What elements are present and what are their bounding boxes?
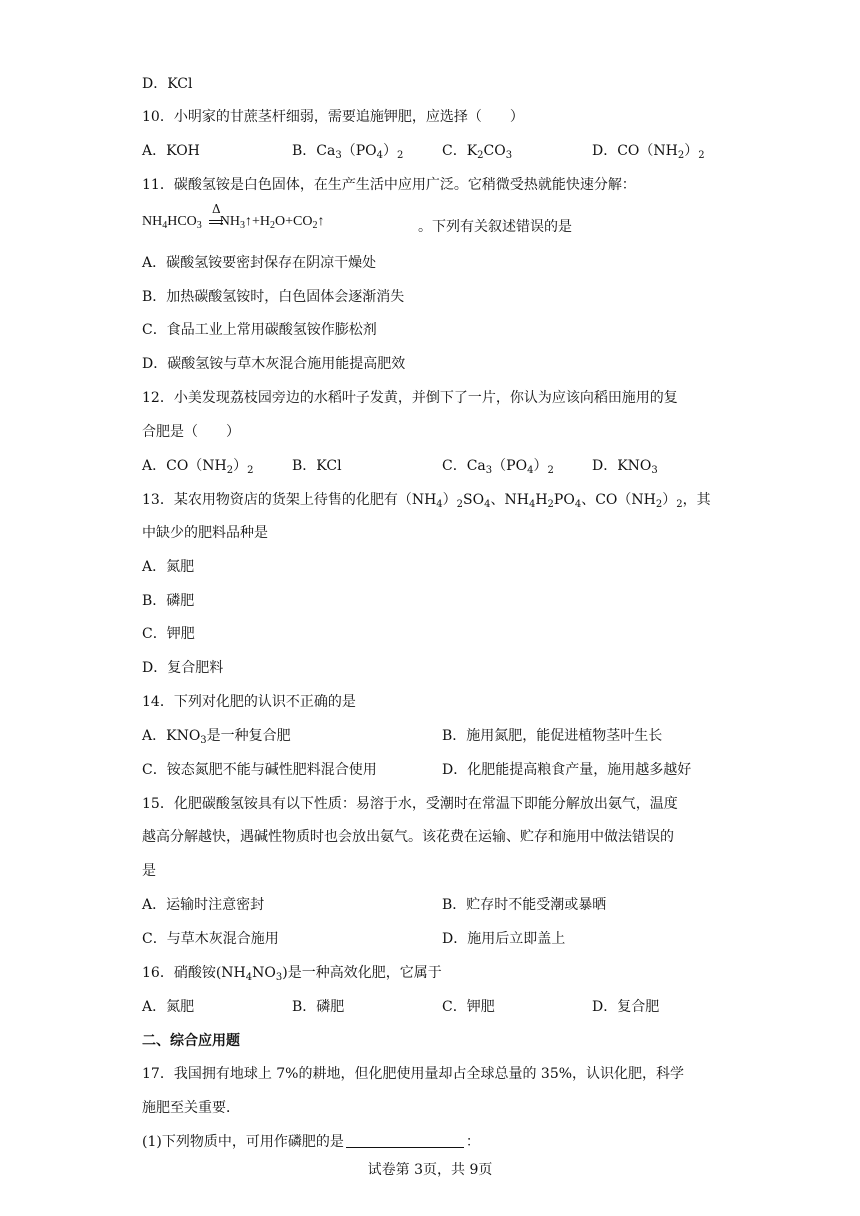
q15-option-d: D．施用后立即盖上 — [442, 931, 566, 947]
q12-option-c: C．$Ca_3(PO_4)_2$ — [442, 458, 554, 476]
q11-option-b: B．加热碳酸氢铵时，白色固体会逐渐消失 — [142, 289, 405, 305]
q15-stem-line2: 越高分解越快，遇碱性物质时也会放出氨气。该花费在运输、贮存和施用中做法错误的 — [142, 829, 674, 845]
q10-stem: 10．小明家的甘蔗茎杆细弱，需要追施钾肥，应选择（ ） — [142, 109, 524, 125]
q10-option-a: A．KOH — [142, 143, 200, 159]
heating-condition: Δ — [212, 202, 221, 216]
equals-sign-top — [209, 220, 223, 221]
q12-stem-line2: 合肥是（ ） — [142, 424, 240, 440]
q10-option-c: C．$K_2CO_3$ — [442, 143, 513, 161]
q13-option-b: B．磷肥 — [142, 593, 195, 609]
q15-option-b: B．贮存时不能受潮或暴晒 — [442, 897, 607, 913]
page-footer: 试卷第 3页，共 9页 — [367, 1162, 493, 1178]
q14-option-d: D．化肥能提高粮食产量，施用越多越好 — [442, 762, 692, 778]
q12-option-d: D．$KNO_3$ — [592, 458, 658, 476]
q17-stem-line1: 17．我国拥有地球上 7%的耕地，但化肥使用量却占全球总量的 35%，认识化肥，科学 — [142, 1066, 685, 1082]
q13-option-d: D．复合肥料 — [142, 660, 224, 676]
equals-sign-bottom — [209, 223, 223, 224]
q16-stem: 16．硝酸铵$(NH_4NO_3)$是一种高效化肥，它属于 — [142, 965, 442, 983]
q16-option-b: B．磷肥 — [292, 999, 345, 1015]
q16-option-d: D．复合肥 — [592, 999, 660, 1015]
q10-option-d: D．$CO(NH_2)_2$ — [592, 143, 705, 161]
q14-option-a: A．$KNO_3$是一种复合肥 — [142, 728, 291, 746]
q9-option-d: D．KCl — [142, 76, 193, 92]
q13-option-a: A．氮肥 — [142, 559, 195, 575]
q13-stem-line1: 13．某农用物资店的货架上待售的化肥有$(NH_4)_2SO_4$、$NH_4H_2PO_4$、$CO(NH_2)_2$，其 — [142, 492, 711, 510]
q15-option-a: A．运输时注意密封 — [142, 897, 265, 913]
answer-blank[interactable] — [346, 1133, 464, 1148]
q17-subquestion-1: (1)下列物质中，可用作磷肥的是 ： — [142, 1134, 480, 1150]
q16-option-c: C．钾肥 — [442, 999, 495, 1015]
q16-option-a: A．氮肥 — [142, 999, 195, 1015]
q17-stem-line2: 施肥至关重要． — [142, 1100, 240, 1116]
q15-stem-line3: 是 — [142, 863, 156, 879]
q11-option-a: A．碳酸氢铵要密封保存在阴凉干燥处 — [142, 255, 377, 271]
q14-stem: 14．下列对化肥的认识不正确的是 — [142, 694, 356, 710]
q12-option-a: A．$CO(NH_2)_2$ — [142, 458, 254, 476]
section-heading: 二、综合应用题 — [142, 1033, 240, 1049]
q15-stem-line1: 15．化肥碳酸氢铵具有以下性质：易溶于水，受潮时在常温下即能分解放出氨气，温度 — [142, 796, 678, 812]
q11-option-d: D．碳酸氢铵与草木灰混合施用能提高肥效 — [142, 356, 406, 372]
q13-stem-line2: 中缺少的肥料品种是 — [142, 525, 268, 541]
q11-option-c: C．食品工业上常用碳酸氢铵作膨松剂 — [142, 322, 377, 338]
q11-stem-tail: 。下列有关叙述错误的是 — [418, 219, 572, 235]
equation-formula: $NH_4HCO_3$ $NH_3↑+H_2O+CO_2↑$ — [142, 214, 325, 231]
q14-option-c: C．铵态氮肥不能与碱性肥料混合使用 — [142, 762, 377, 778]
q13-option-c: C．钾肥 — [142, 626, 195, 642]
q15-option-c: C．与草木灰混合施用 — [142, 931, 279, 947]
q12-option-b: B．KCl — [292, 458, 342, 474]
q12-stem-line1: 12．小美发现荔枝园旁边的水稻叶子发黄，并倒下了一片，你认为应该向稻田施用的复 — [142, 390, 678, 406]
q14-option-b: B．施用氮肥，能促进植物茎叶生长 — [442, 728, 663, 744]
q10-option-b: B．$Ca_3(PO_4)_2$ — [292, 143, 404, 161]
q11-stem: 11．碳酸氢铵是白色固体，在生产生活中应用广泛。它稍微受热就能快速分解： — [142, 177, 636, 193]
